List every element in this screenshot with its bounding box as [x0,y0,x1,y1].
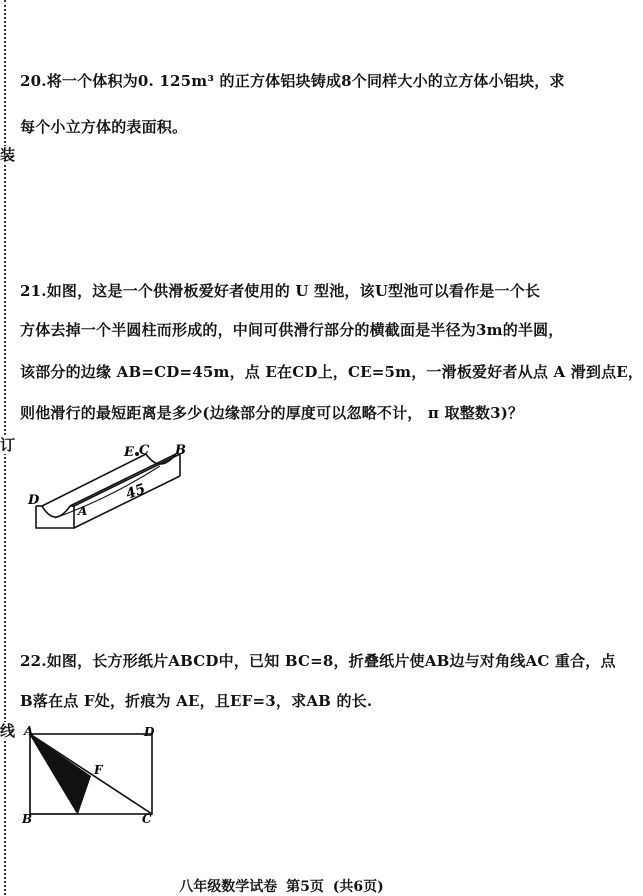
question-20-line-2: 每个小立方体的表面积。 [20,118,188,136]
question-22-line-2: B落在点 F处，折痕为 AE，且EF=3，求AB 的长. [20,692,373,710]
diagonal-AC [30,734,152,814]
label-C: C [139,443,150,458]
question-21-line-2: 方体去掉一个半圆柱而形成的，中间可供滑行部分的横截面是半径为3m的半圆， [20,321,564,339]
footer-total-pages: (共6页) [332,879,384,895]
margin-label-xian: 线 [0,722,16,740]
footer-title: 八年级数学试卷 [179,879,278,895]
question-22-line-1: 22.如图，长方形纸片ABCD中，已知 BC=8，折叠纸片使AB边与对角线AC 重合，点 [20,652,616,670]
folded-triangle-shaded [30,734,91,814]
label-F: F [94,763,103,777]
label-C: C [142,812,152,826]
page-footer [0,876,563,896]
handwritten-45: 45 [123,481,148,503]
question-21-line-4: 则他滑行的最短距离是多少(边缘部分的厚度可以忽略不计， π 取整数3)？ [20,404,524,422]
u-pool-figure [20,436,200,536]
rectangle-fold-figure [18,726,168,826]
margin-label-ding: 订 [0,436,16,454]
footer-page-number: 第5页 [286,879,324,895]
label-B: B [22,812,33,826]
label-D: D [28,493,40,508]
label-A: A [78,504,88,518]
label-D: D [144,725,155,739]
label-B: B [175,443,186,458]
edge-AB [70,454,176,506]
question-21-line-1: 21.如图，这是一个供滑板爱好者使用的 U 型池，该U型池可以看作是一个长 [20,282,541,300]
margin-label-zhuang: 装 [0,146,16,164]
label-A: A [24,724,34,738]
question-21-line-3: 该部分的边缘 AB=CD=45m，点 E在CD上，CE=5m，一滑板爱好者从点 A 滑到点E， [20,363,643,381]
front-semicircle [42,506,70,517]
label-E: E [124,445,134,460]
question-20-line-1: 20.将一个体积为0. 125m³ 的正方体铝块铸成8个同样大小的立方体小铝块，求 [20,72,565,90]
